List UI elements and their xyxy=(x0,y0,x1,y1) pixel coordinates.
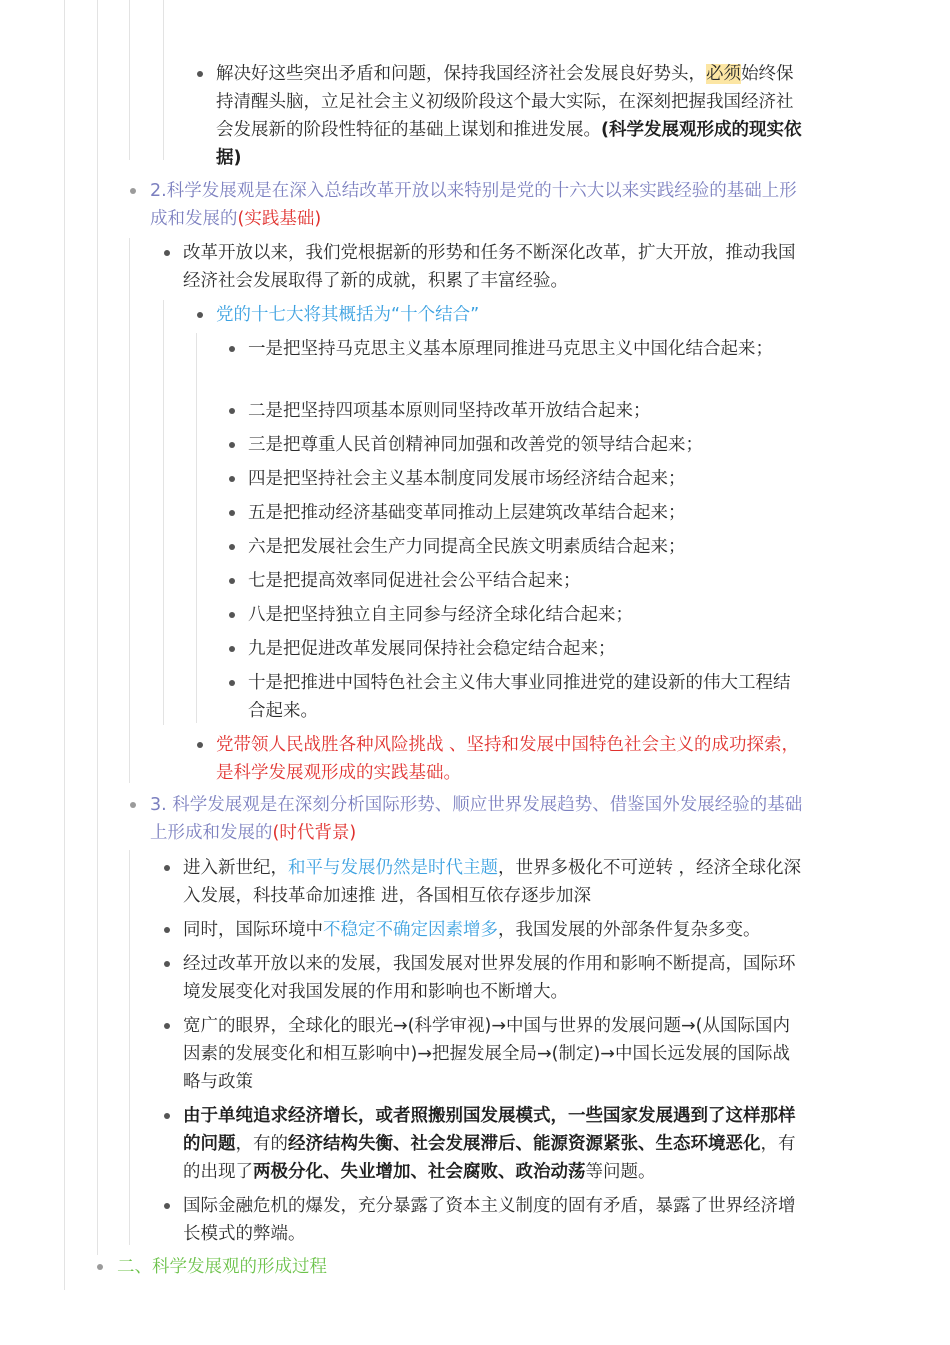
bullet-dot xyxy=(229,612,235,618)
list-item: 五是把推动经济基础变革同推动上层建筑改革结合起来； xyxy=(248,503,686,523)
bullet-dot xyxy=(229,476,235,482)
list-item: 六是把发展社会生产力同提高全民族文明素质结合起来； xyxy=(248,537,686,557)
bullet-dot xyxy=(164,961,170,967)
list-item: 九是把促进改革发展同保持社会稳定结合起来； xyxy=(248,639,616,659)
guide-line-1 xyxy=(64,0,65,1290)
bullet-dot xyxy=(197,71,203,77)
list-item: 二是把坚持四项基本原则同坚持改革开放结合起来； xyxy=(248,401,651,421)
red-tag: (时代背景) xyxy=(272,823,357,843)
bullet-dot xyxy=(164,250,170,256)
guide-line-7 xyxy=(163,300,164,725)
paragraph: 由于单纯追求经济增长，或者照搬别国发展模式，一些国家发展遇到了这样那样的问题，有的经济结构失衡、社会发展滞后、能源资源紧张、生态环境恶化，有的出现了两极分化、失业增加、社会腐败、政治动荡等问题。 xyxy=(183,1106,796,1182)
list-item: 四是把坚持社会主义基本制度同发展市场经济结合起来； xyxy=(248,469,686,489)
bullet-dot xyxy=(164,1023,170,1029)
list-item: 一是把坚持马克思主义基本原理同推进马克思主义中国化结合起来； xyxy=(248,339,773,359)
paragraph-practice-conclusion: 党带领人民战胜各种风险挑战 、坚持和发展中国特色社会主义的成功探索，是科学发展观形成的实践基础。 xyxy=(216,735,800,783)
bullet-dot xyxy=(229,346,235,352)
list-item: 十是把推进中国特色社会主义伟大事业同推进党的建设新的伟大工程结合起来。 xyxy=(248,673,791,721)
bullet-dot xyxy=(164,865,170,871)
bullet-dot xyxy=(229,680,235,686)
bullet-dot xyxy=(130,802,136,808)
paragraph: 宽广的眼界，全球化的眼光→(科学审视)→中国与世界的发展问题→(从国际国内因素的发展变化和相互影响中)→把握发展全局→(制定)→中国长远发展的国际战略与政策 xyxy=(183,1016,790,1092)
highlight-text: 必须 xyxy=(706,64,741,84)
paragraph: 国际金融危机的爆发，充分暴露了资本主义制度的固有矛盾，暴露了世界经济增长模式的弊端。 xyxy=(183,1196,796,1244)
subheading-ten-combinations: 党的十七大将其概括为“十个结合” xyxy=(216,305,480,325)
blue-text: 不稳定不确定因素增多 xyxy=(323,920,498,940)
guide-line-4 xyxy=(163,0,164,160)
bullet-dot xyxy=(164,1203,170,1209)
bullet-dot xyxy=(130,188,136,194)
bullet-dot xyxy=(229,544,235,550)
bullet-dot xyxy=(164,927,170,933)
bullet-dot xyxy=(229,578,235,584)
bold-tag: (科学发展观形成的现实依据) xyxy=(216,120,802,168)
bullet-dot xyxy=(229,408,235,414)
bullet-dot xyxy=(164,1113,170,1119)
bullet-dot xyxy=(197,312,203,318)
list-item: 七是把提高效率同促进社会公平结合起来； xyxy=(248,571,581,591)
bullet-dot xyxy=(229,646,235,652)
red-tag: (实践基础) xyxy=(237,209,322,229)
paragraph: 经过改革开放以来的发展，我国发展对世界发展的作用和影响不断提高，国际环境发展变化对我国发展的作用和影响也不断增大。 xyxy=(183,954,796,1002)
list-item: 三是把尊重人民首创精神同加强和改善党的领导结合起来； xyxy=(248,435,703,455)
section-heading-formation-process: 二、科学发展观的形成过程 xyxy=(117,1257,327,1277)
paragraph: 同时，国际环境中不稳定不确定因素增多，我国发展的外部条件复杂多变。 xyxy=(183,920,761,940)
bullet-dot xyxy=(97,1264,103,1270)
bullet-dot xyxy=(229,510,235,516)
guide-line-2 xyxy=(97,0,98,1255)
guide-line-5 xyxy=(129,238,130,783)
paragraph: 改革开放以来，我们党根据新的形势和任务不断深化改革，扩大开放，推动我国经济社会发展取得了新的成就，积累了丰富经验。 xyxy=(183,243,796,291)
bullet-dot xyxy=(197,742,203,748)
paragraph: 进入新世纪，和平与发展仍然是时代主题，世界多极化不可逆转 ，经济全球化深入发展，科技革命加速推 进，各国相互依存逐步加深 xyxy=(183,858,802,906)
guide-line-6 xyxy=(129,850,130,1245)
heading-era-background: 3. 科学发展观是在深刻分析国际形势、顺应世界发展趋势、借鉴国外发展经验的基础上形成和发展的(时代背景) xyxy=(150,795,803,843)
list-item: 八是把坚持独立自主同参与经济全球化结合起来； xyxy=(248,605,633,625)
guide-line-8 xyxy=(196,333,197,723)
guide-line-3 xyxy=(129,0,130,160)
blue-text: 和平与发展仍然是时代主题 xyxy=(288,858,498,878)
bullet-dot xyxy=(229,442,235,448)
heading-practice-basis: 2.科学发展观是在深入总结改革开放以来特别是党的十六大以来实践经验的基础上形成和发展的(实践基础) xyxy=(150,181,797,229)
paragraph-realistic-basis: 解决好这些突出矛盾和问题，保持我国经济社会发展良好势头，必须始终保持清醒头脑，立足社会主义初级阶段这个最大实际，在深刻把握我国经济社会发展新的阶段性特征的基础上谋划和推进发展。(科学发展观形成的现实依据) xyxy=(216,64,802,168)
